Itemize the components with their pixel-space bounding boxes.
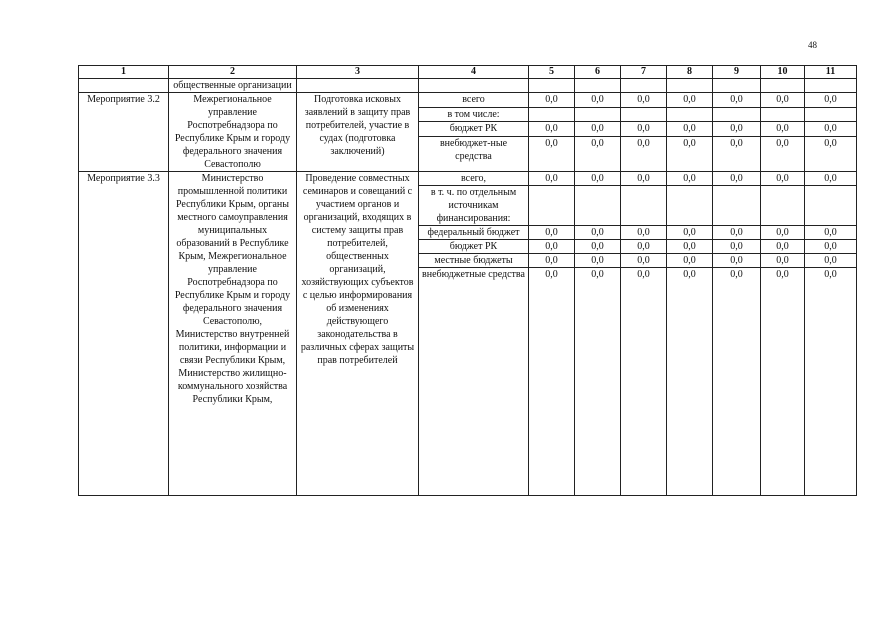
value-cell: [761, 186, 805, 226]
header-cell: 9: [713, 66, 761, 79]
event33-source-label: внебюджетные средства: [419, 268, 529, 496]
value-cell: 0,0: [621, 268, 667, 496]
value-cell: [529, 186, 575, 226]
value-cell: 0,0: [667, 172, 713, 186]
value-cell: 0,0: [761, 226, 805, 240]
value-cell: 0,0: [713, 93, 761, 108]
value-cell: 0,0: [529, 226, 575, 240]
value-cell: 0,0: [529, 172, 575, 186]
event32-source-label: бюджет РК: [419, 122, 529, 137]
value-cell: 0,0: [761, 240, 805, 254]
value-cell: [575, 186, 621, 226]
event32-executor: Межрегиональное управление Роспотребнадзора по Республике Крым и городу федерального значения Севастополю: [169, 93, 297, 172]
header-cell: 4: [419, 66, 529, 79]
value-cell: [575, 107, 621, 122]
value-cell: 0,0: [621, 254, 667, 268]
header-cell: 10: [761, 66, 805, 79]
header-cell: 11: [805, 66, 857, 79]
event32-source-label: в том числе:: [419, 107, 529, 122]
value-cell: [713, 186, 761, 226]
value-cell: [667, 107, 713, 122]
value-cell: 0,0: [805, 240, 857, 254]
value-cell: 0,0: [575, 137, 621, 172]
event33-source-label: в т. ч. по отдельным источникам финансирования:: [419, 186, 529, 226]
value-cell: 0,0: [575, 268, 621, 496]
event32-name: Мероприятие 3.2: [79, 93, 169, 172]
value-cell: 0,0: [575, 93, 621, 108]
value-cell: 0,0: [529, 240, 575, 254]
value-cell: 0,0: [805, 172, 857, 186]
header-cell: 7: [621, 66, 667, 79]
value-cell: 0,0: [761, 172, 805, 186]
value-cell: [713, 107, 761, 122]
header-row: [79, 66, 857, 79]
value-cell: 0,0: [713, 254, 761, 268]
event32-description: Подготовка исковых заявлений в защиту прав потребителей, участие в судах (подготовка заключений): [297, 93, 419, 172]
value-cell: 0,0: [575, 122, 621, 137]
value-cell: 0,0: [761, 137, 805, 172]
value-cell: 0,0: [667, 226, 713, 240]
value-cell: 0,0: [667, 122, 713, 137]
value-cell: 0,0: [713, 226, 761, 240]
header-cell: 3: [297, 66, 419, 79]
value-cell: [805, 107, 857, 122]
header-cell: 6: [575, 66, 621, 79]
value-cell: [621, 186, 667, 226]
value-cell: 0,0: [529, 122, 575, 137]
event33-source-label: местные бюджеты: [419, 254, 529, 268]
value-cell: 0,0: [529, 93, 575, 108]
value-cell: [761, 107, 805, 122]
event33-source-label: всего,: [419, 172, 529, 186]
value-cell: 0,0: [667, 93, 713, 108]
event33-executor: Министерство промышленной политики Республики Крым, органы местного самоуправления муниципальных образований в Республике Крым, Межрегиональное управление Роспотребнадзора по Республике Крым и городу федерального значения Севастополю, Министерство внутренней политики, информации и связи Республики Крым, Министерство жилищно-коммунального хозяйства Республики Крым,: [169, 172, 297, 496]
header-cell: 2: [169, 66, 297, 79]
header-cell: 1: [79, 66, 169, 79]
value-cell: 0,0: [761, 93, 805, 108]
continuation-executor: общественные организации: [169, 79, 297, 93]
value-cell: 0,0: [761, 122, 805, 137]
value-cell: 0,0: [621, 172, 667, 186]
header-cell: 8: [667, 66, 713, 79]
event32-row-total: [79, 93, 857, 108]
value-cell: 0,0: [667, 254, 713, 268]
page-number: 48: [808, 40, 817, 50]
value-cell: [621, 107, 667, 122]
value-cell: 0,0: [805, 93, 857, 108]
event32-source-label: внебюджет-ные средства: [419, 137, 529, 172]
value-cell: 0,0: [529, 137, 575, 172]
value-cell: 0,0: [805, 122, 857, 137]
value-cell: [529, 107, 575, 122]
value-cell: 0,0: [713, 268, 761, 496]
value-cell: [667, 186, 713, 226]
value-cell: 0,0: [761, 268, 805, 496]
event33-name: Мероприятие 3.3: [79, 172, 169, 496]
value-cell: 0,0: [575, 240, 621, 254]
value-cell: 0,0: [667, 137, 713, 172]
value-cell: 0,0: [575, 172, 621, 186]
value-cell: 0,0: [529, 254, 575, 268]
value-cell: 0,0: [805, 226, 857, 240]
event33-description: Проведение совместных семинаров и совещаний с участием органов и организаций, входящих в систему защиты прав потребителей, общественных организаций, хозяйствующих субъектов с целью информирования об изменениях действующего законодательства в различных сферах защиты прав потребителей: [297, 172, 419, 496]
value-cell: 0,0: [667, 240, 713, 254]
value-cell: 0,0: [621, 93, 667, 108]
value-cell: 0,0: [575, 254, 621, 268]
value-cell: 0,0: [621, 137, 667, 172]
value-cell: 0,0: [713, 240, 761, 254]
financing-table: [78, 65, 857, 496]
continuation-row: [79, 79, 857, 93]
event32-source-label: всего: [419, 93, 529, 108]
value-cell: 0,0: [713, 172, 761, 186]
value-cell: 0,0: [805, 137, 857, 172]
event33-row-total: [79, 172, 857, 186]
value-cell: 0,0: [667, 268, 713, 496]
value-cell: 0,0: [621, 240, 667, 254]
header-cell: 5: [529, 66, 575, 79]
value-cell: 0,0: [621, 226, 667, 240]
value-cell: 0,0: [575, 226, 621, 240]
value-cell: 0,0: [713, 122, 761, 137]
value-cell: 0,0: [805, 254, 857, 268]
value-cell: 0,0: [529, 268, 575, 496]
event33-source-label: бюджет РК: [419, 240, 529, 254]
event33-source-label: федеральный бюджет: [419, 226, 529, 240]
value-cell: 0,0: [761, 254, 805, 268]
value-cell: 0,0: [805, 268, 857, 496]
value-cell: 0,0: [621, 122, 667, 137]
value-cell: 0,0: [713, 137, 761, 172]
value-cell: [805, 186, 857, 226]
